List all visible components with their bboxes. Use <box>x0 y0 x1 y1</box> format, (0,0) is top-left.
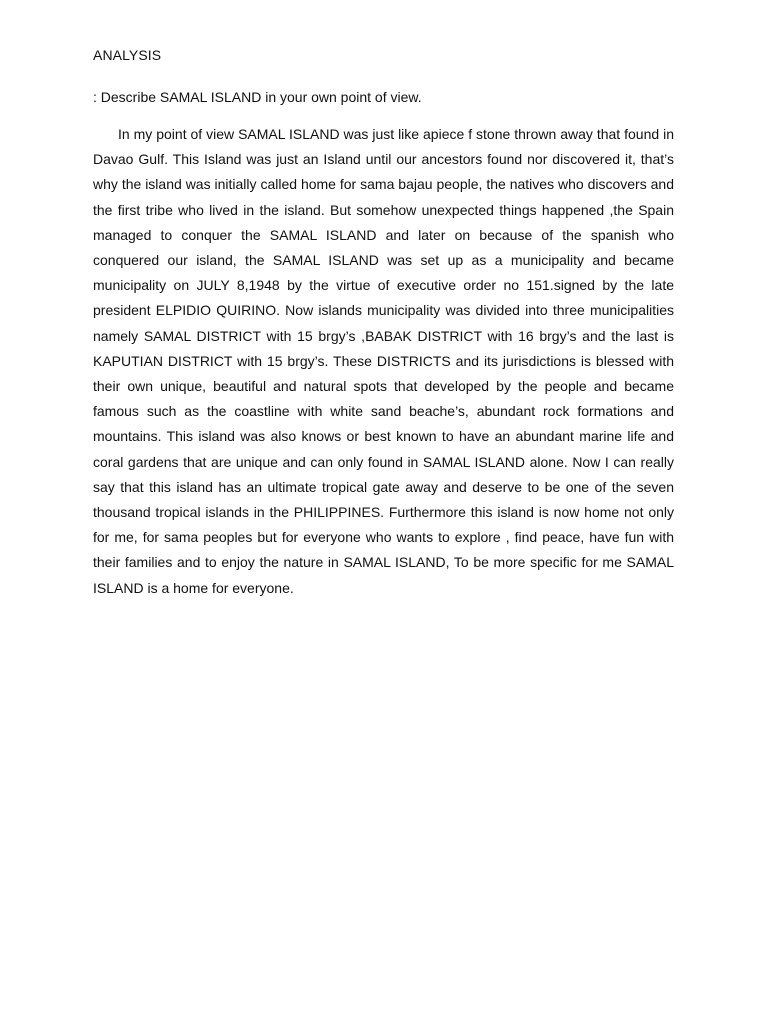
question-prompt: : Describe SAMAL ISLAND in your own point of view. <box>93 89 422 105</box>
document-heading: ANALYSIS <box>93 47 162 63</box>
analysis-paragraph: In my point of view SAMAL ISLAND was just like apiece f stone thrown away that found in Davao Gulf. This Island was just an Island until our ancestors found nor discovered it, that’s why the island was initially called home for sama bajau people, the natives who discovers and the first tribe who lived in the island. But somehow unexpected things happened ,the Spain managed to conquer the SAMAL ISLAND and later on because of the spanish who conquered our island, the SAMAL ISLAND was set up as a municipality and became municipality on JULY 8,1948 by the virtue of executive order no 151.signed by the late president ELPIDIO QUIRINO. Now islands municipality was divided into three municipalities namely SAMAL DISTRICT with 15 brgy’s ,BABAK DISTRICT with 16 brgy’s and the last is KAPUTIAN DISTRICT with 15 brgy’s. These DISTRICTS and its jurisdictions is blessed with their own unique, beautiful and natural spots that developed by the people and became famous such as the coastline with white sand beache’s, abundant rock formations and mountains. This island was also knows or best known to have an abundant marine life and coral gardens that are unique and can only found in SAMAL ISLAND alone. Now I can really say that this island has an ultimate tropical gate away and deserve to be one of the seven thousand tropical islands in the PHILIPPINES. Furthermore this island is now home not only for me, for sama peoples but for everyone who wants to explore , find peace, have fun with their families and to enjoy the nature in SAMAL ISLAND, To be more specific for me SAMAL ISLAND is a home for everyone. <box>93 126 674 596</box>
